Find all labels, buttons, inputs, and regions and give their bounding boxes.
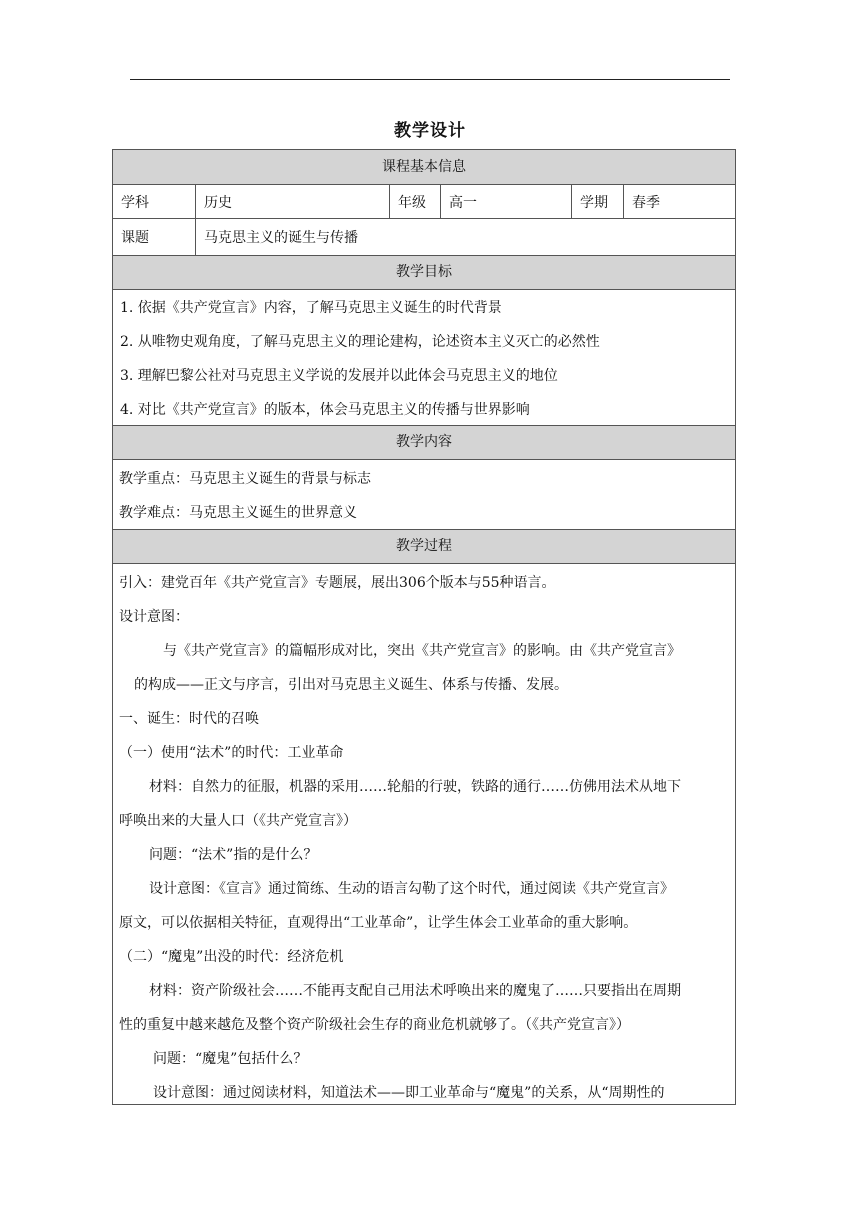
section-header-content	[113, 426, 735, 460]
subject-label: 学科	[121, 194, 149, 211]
section-title: 教学过程	[396, 538, 452, 554]
process-line: 问题：“法术”指的是什么？	[149, 847, 318, 863]
subject-value: 历史	[195, 185, 389, 218]
process-line: 材料：自然力的征服，机器的采用……轮船的行驶，铁路的通行……仿佛用法术从地下	[149, 779, 681, 795]
content-block	[113, 460, 735, 530]
topic-label: 课题	[121, 230, 149, 246]
process-line: 性的重复中越来越危及整个资产阶级社会生存的商业危机就够了。（《共产党宣言》）	[119, 1017, 630, 1033]
grade-value: 高一	[440, 185, 571, 218]
process-line: （一）使用“法术”的时代：工业革命	[119, 745, 344, 761]
basic-info-row	[113, 185, 735, 219]
term-label: 学期	[571, 185, 623, 218]
goal-item: 4. 对比《共产党宣言》的版本，体会马克思主义的传播与世界影响	[120, 402, 530, 418]
goal-item: 1. 依据《共产党宣言》内容，了解马克思主义诞生的时代背景	[120, 300, 502, 316]
process-block	[113, 564, 735, 1104]
section-header-goals	[113, 256, 735, 290]
process-line: 原文，可以依据相关特征，直观得出“工业革命”，让学生体会工业革命的重大影响。	[119, 915, 638, 931]
key-point: 教学重点：马克思主义诞生的背景与标志	[119, 471, 371, 487]
section-header-basic-info	[113, 150, 735, 185]
topic-value: 马克思主义的诞生与传播	[195, 219, 735, 255]
goals-block	[113, 290, 735, 426]
process-line: 设计意图：	[119, 609, 189, 625]
section-header-process	[113, 530, 735, 564]
process-line: 与《共产党宣言》的篇幅形成对比，突出《共产党宣言》的影响。由《共产党宣言》	[163, 643, 681, 659]
goal-item: 3. 理解巴黎公社对马克思主义学说的发展并以此体会马克思主义的地位	[120, 368, 558, 384]
difficult-point: 教学难点：马克思主义诞生的世界意义	[119, 505, 357, 521]
header-rule	[130, 79, 730, 80]
process-line: 一、诞生：时代的召唤	[119, 711, 259, 727]
goal-item: 2. 从唯物史观角度，了解马克思主义的理论建构，论述资本主义灭亡的必然性	[120, 334, 600, 350]
process-line: 问题：“魔鬼”包括什么？	[153, 1051, 308, 1067]
process-line: 设计意图：《宣言》通过简练、生动的语言勾勒了这个时代，通过阅读《共产党宣言》	[149, 881, 674, 897]
process-line: 的构成——正文与序言，引出对马克思主义诞生、体系与传播、发展。	[134, 677, 568, 693]
process-line: 呼唤出来的大量人口（《共产党宣言》）	[119, 813, 357, 829]
process-line: 材料：资产阶级社会……不能再支配自己用法术呼唤出来的魔鬼了……只要指出在周期	[149, 983, 681, 999]
term-value: 春季	[623, 185, 735, 218]
process-line: （二）“魔鬼”出没的时代：经济危机	[119, 949, 344, 965]
topic-row	[113, 219, 735, 256]
section-title: 教学内容	[396, 434, 452, 450]
document-title: 教学设计	[394, 121, 466, 141]
section-title: 课程基本信息	[382, 159, 466, 175]
section-title: 教学目标	[396, 264, 452, 280]
process-line: 设计意图：通过阅读材料，知道法术——即工业革命与“魔鬼”的关系，从“周期性的	[153, 1085, 665, 1101]
process-line: 引入：建党百年《共产党宣言》专题展，展出306个版本与55种语言。	[119, 575, 556, 591]
grade-label: 年级	[389, 185, 440, 218]
lesson-plan-table	[112, 149, 736, 1105]
